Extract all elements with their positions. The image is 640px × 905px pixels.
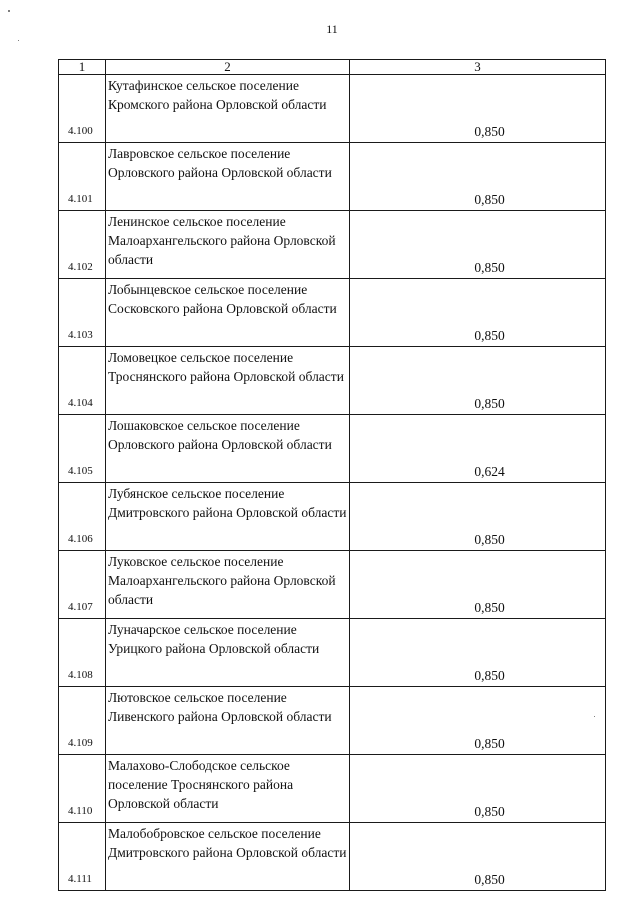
data-table	[58, 59, 606, 891]
table-row	[59, 551, 606, 619]
table-row	[59, 279, 606, 347]
row-number: 4.110	[59, 755, 106, 823]
settlement-name: Малобобровское сельское поселение Дмитровского района Орловской области	[106, 823, 350, 891]
scan-speck	[18, 40, 19, 41]
coefficient-value: 0,850	[350, 143, 606, 211]
settlement-name: Лошаковское сельское поселение Орловского района Орловской области	[106, 415, 350, 483]
coefficient-value: 0,850	[350, 619, 606, 687]
settlement-name: Ломовецкое сельское поселение Троснянского района Орловской области	[106, 347, 350, 415]
row-number: 4.109	[59, 687, 106, 755]
column-header: 3	[350, 60, 606, 75]
row-number: 4.103	[59, 279, 106, 347]
scan-speck	[8, 10, 10, 12]
page-number: 11	[326, 22, 338, 36]
coefficient-value: 0,850	[350, 347, 606, 415]
column-header: 1	[59, 60, 106, 75]
settlement-name: Лобынцевское сельское поселение Сосковского района Орловской области	[106, 279, 350, 347]
coefficient-value: 0,850	[350, 211, 606, 279]
row-number: 4.101	[59, 143, 106, 211]
coefficient-value: 0,850	[350, 823, 606, 891]
coefficient-value: 0,850	[350, 279, 606, 347]
table-row	[59, 415, 606, 483]
coefficient-value: 0,850	[350, 551, 606, 619]
settlement-name: Кутафинское сельское поселение Кромского района Орловской области	[106, 75, 350, 143]
table-header-row	[59, 60, 606, 75]
coefficient-value: 0,850	[350, 75, 606, 143]
table-row	[59, 823, 606, 891]
row-number: 4.100	[59, 75, 106, 143]
column-header: 2	[106, 60, 350, 75]
row-number: 4.108	[59, 619, 106, 687]
coefficient-value: 0,624	[350, 415, 606, 483]
settlement-name: Луначарское сельское поселение Урицкого района Орловской области	[106, 619, 350, 687]
row-number: 4.102	[59, 211, 106, 279]
table-row	[59, 211, 606, 279]
coefficient-value: 0,850	[350, 483, 606, 551]
coefficient-value: 0,850	[350, 687, 606, 755]
coefficient-value: 0,850	[350, 755, 606, 823]
table-row	[59, 687, 606, 755]
table-row	[59, 483, 606, 551]
table-row	[59, 75, 606, 143]
table-row	[59, 755, 606, 823]
row-number: 4.111	[59, 823, 106, 891]
table-row	[59, 619, 606, 687]
row-number: 4.107	[59, 551, 106, 619]
row-number: 4.106	[59, 483, 106, 551]
settlement-name: Лубянское сельское поселение Дмитровского района Орловской области	[106, 483, 350, 551]
settlement-name: Ленинское сельское поселение Малоархангельского района Орловской области	[106, 211, 350, 279]
row-number: 4.104	[59, 347, 106, 415]
settlement-name: Лютовское сельское поселение Ливенского района Орловской области	[106, 687, 350, 755]
settlement-name: Малахово-Слободское сельское поселение Троснянского района Орловской области	[106, 755, 350, 823]
table-row	[59, 143, 606, 211]
settlement-name: Луковское сельское поселение Малоархангельского района Орловской области	[106, 551, 350, 619]
settlement-name: Лавровское сельское поселение Орловского района Орловской области	[106, 143, 350, 211]
row-number: 4.105	[59, 415, 106, 483]
table-row	[59, 347, 606, 415]
